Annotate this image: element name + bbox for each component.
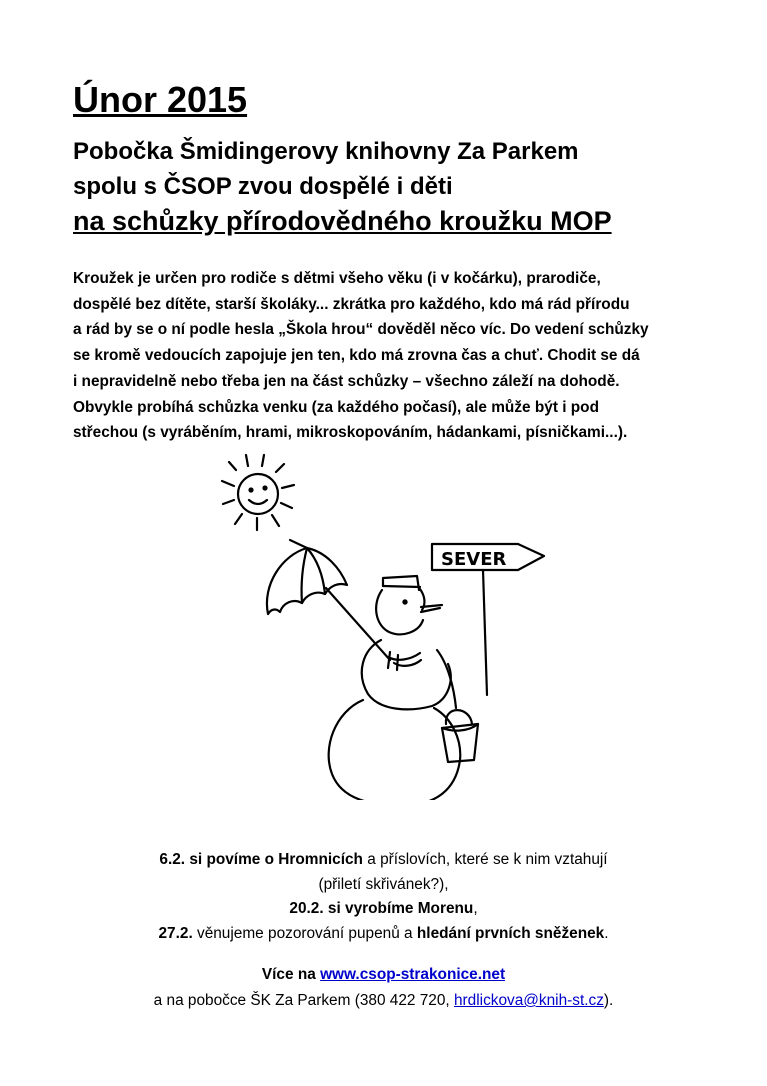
schedule-topic: si povíme o Hromnicích xyxy=(185,851,363,868)
intro-line: Kroužek je určen pro rodiče s dětmi všeho věku (i v kočárku), prarodiče, xyxy=(73,270,601,287)
schedule-text: věnujeme pozorování pupenů a xyxy=(192,924,417,942)
contact-more-label: Více na xyxy=(261,966,321,983)
email-link[interactable]: hrdlickova@knih-st.cz xyxy=(453,992,604,1009)
schedule-text: . xyxy=(604,924,609,942)
intro-line: střechou (s vyráběním, hrami, mikroskopováním, hádankami, písničkami...). xyxy=(73,424,628,442)
schedule-date: 20.2. xyxy=(289,900,324,917)
website-link[interactable]: www.csop-strakonice.net xyxy=(320,966,506,983)
intro-line: i nepravidelně nebo třeba jen na část schůzky – všechno záleží na dohodě. xyxy=(73,372,620,390)
contact-text: ). xyxy=(603,992,614,1009)
sun-icon xyxy=(222,455,294,530)
page-title: Únor 2015 xyxy=(73,79,248,120)
signpost-sign-text: SEVER xyxy=(441,549,507,570)
schedule-topic: si vyrobíme Morenu xyxy=(323,900,474,917)
contact-block xyxy=(40,962,727,1014)
snowman-illustration xyxy=(200,450,580,800)
subtitle-block xyxy=(73,134,612,239)
schedule-text: , xyxy=(473,900,478,917)
intro-paragraph xyxy=(73,266,713,446)
contact-text: a na pobočce ŠK Za Parkem (380 422 720, xyxy=(153,992,454,1009)
subtitle-line-3: na schůzky přírodovědného kroužku MOP xyxy=(73,206,612,236)
schedule-date: 27.2. xyxy=(158,924,193,942)
umbrella-icon xyxy=(267,540,390,660)
schedule-text: a příslovích, které se k nim vztahují xyxy=(362,851,608,868)
intro-line: a rád by se o ní podle hesla „Škola hrou“ dověděl něco víc. Do vedení schůzky xyxy=(73,321,649,339)
intro-line: dospělé bez dítěte, starší školáky... zkrátka pro každého, kdo má rád přírodu xyxy=(73,295,630,313)
schedule-block xyxy=(40,848,727,946)
intro-line: se kromě vedoucích zapojuje jen ten, kdo má zrovna čas a chuť. Chodit se dá xyxy=(73,347,640,365)
snowman-icon xyxy=(329,576,461,800)
schedule-text: (přiletí skřivánek?), xyxy=(318,875,449,893)
subtitle-line-2: spolu s ČSOP zvou dospělé i děti xyxy=(73,173,453,200)
schedule-topic: hledání prvních sněženek xyxy=(416,924,605,942)
subtitle-line-1: Pobočka Šmidingerovy knihovny Za Parkem xyxy=(73,138,579,165)
intro-line: Obvykle probíhá schůzka venku (za každého počasí), ale může být i pod xyxy=(73,398,599,416)
schedule-date: 6.2. xyxy=(159,851,186,868)
